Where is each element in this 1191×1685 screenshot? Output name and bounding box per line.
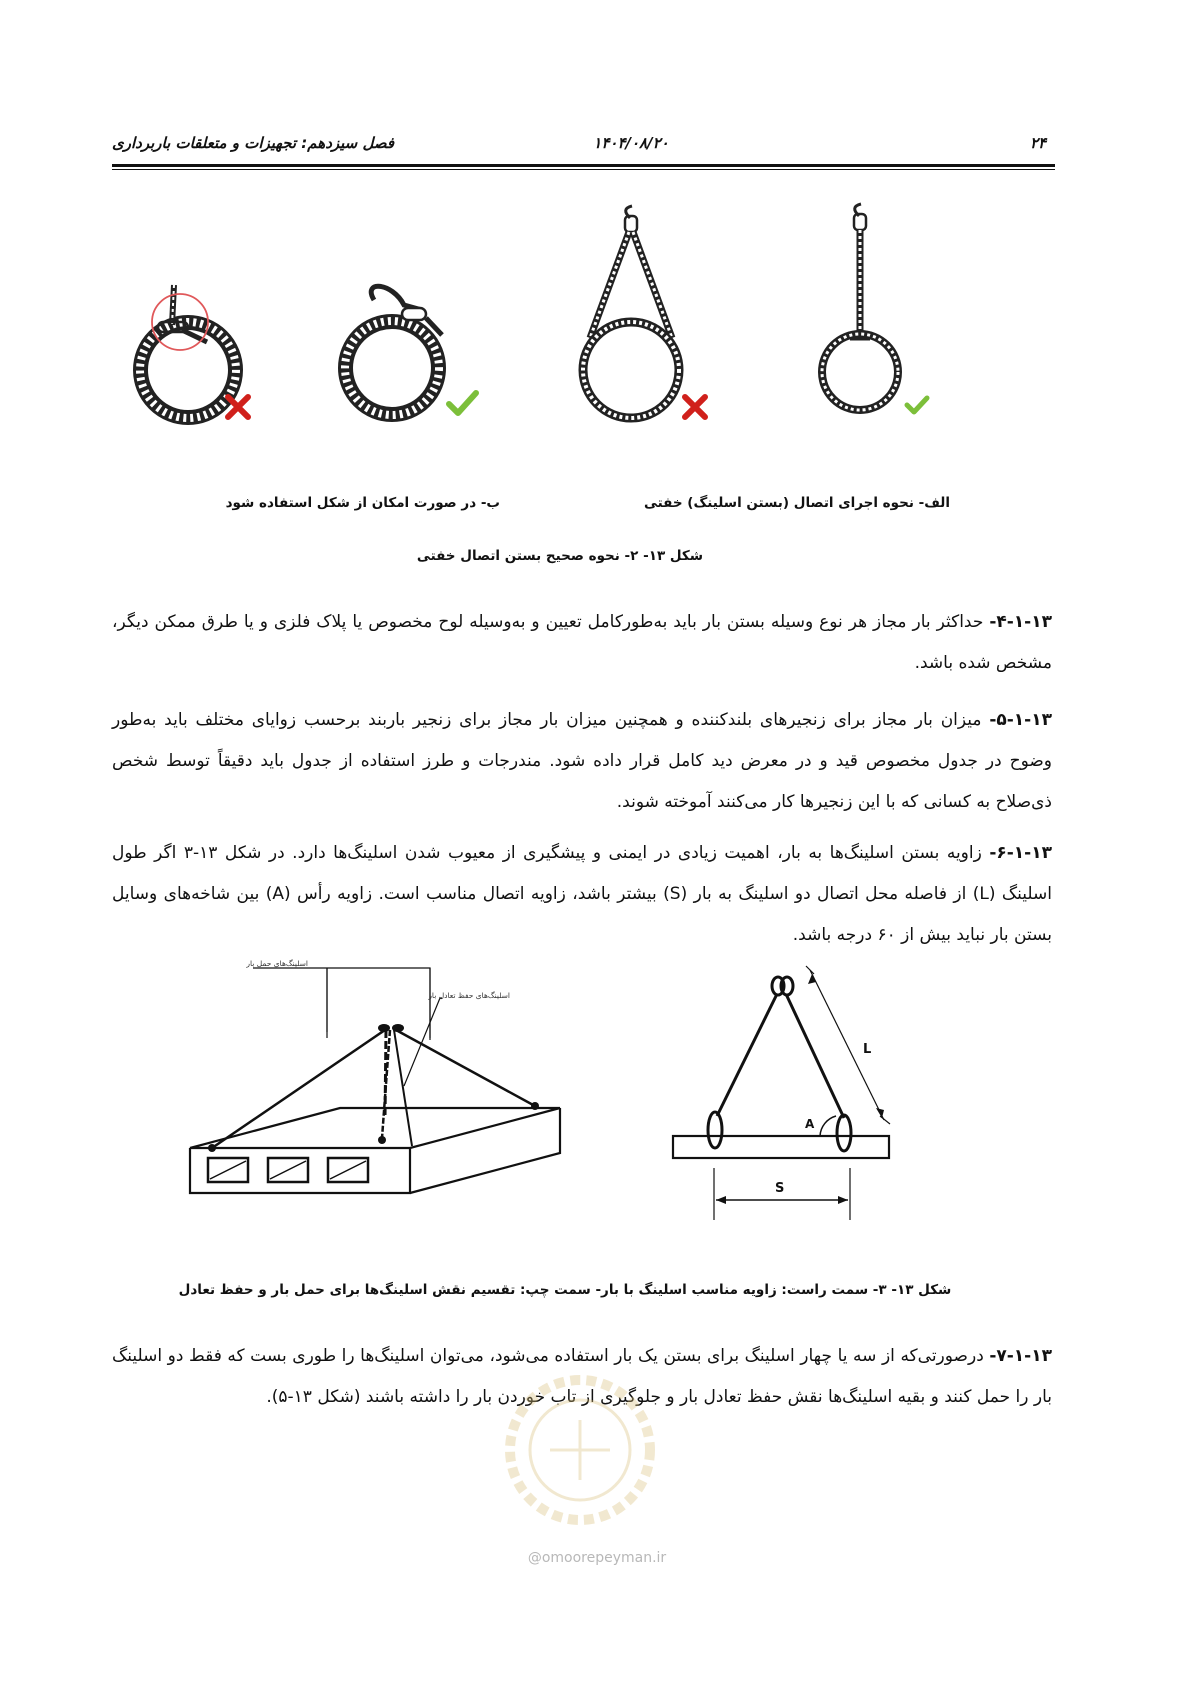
label-A: A bbox=[805, 1117, 815, 1131]
figure-2-subcaption-b: ب- در صورت امکان از شکل استفاده شود bbox=[225, 495, 500, 511]
figure-3-caption: شکل ۱۳- ۳- سمت راست: زاویه مناسب اسلینگ با بار- سمت چپ: تقسیم نقش اسلینگ‌ها برای حمل بار و حفظ تعادل bbox=[178, 1282, 952, 1298]
figure-2-caption: شکل ۱۳- ۲- نحوه صحیح بستن اتصال خفتی bbox=[416, 548, 704, 564]
paragraph-text: میزان بار مجاز برای زنجیرهای بلندکننده و همچنین میزان بار مجاز برای زنجیر باربند برحسب زوایای مختلف باید به‌طور وضوح در جدول مخصوص قید و در معرض دید کامل قرار داده شود. مندرجات و طرز استفاده از جدول باید دقیقاً توسط شخص ذی‌صلاح به کسانی که با این زنجیرها کار می‌کنند آموخته شوند. bbox=[112, 710, 1052, 812]
paragraph-text: زاویه بستن اسلینگ‌ها به بار، اهمیت زیادی در ایمنی و پیشگیری از معیوب شدن اسلینگ‌ها دارد. در شکل ۱۳-۳ اگر طول اسلینگ (L) از فاصله محل اتصال دو اسلینگ به بار (S) بیشتر باشد، زاویه اتصال مناسب است. زاویه رأس (A) بین شاخه‌های وسایل بستن بار نباید بیش از ۶۰ درجه باشد. bbox=[112, 843, 1052, 945]
check-mark-1 bbox=[449, 393, 476, 413]
label-L: L bbox=[863, 1042, 872, 1057]
ring-correct-choke bbox=[345, 286, 442, 415]
paragraph-number: ۵-۱-۱۳- bbox=[989, 710, 1052, 730]
page-number: ۲۴ bbox=[1030, 134, 1047, 152]
paragraph-number: ۴-۱-۱۳- bbox=[989, 612, 1052, 632]
cross-mark-2 bbox=[685, 397, 705, 417]
paragraph-13-1-4 bbox=[112, 602, 1052, 684]
paragraph-text: درصورتی‌که از سه یا چهار اسلینگ برای بستن یک بار استفاده می‌شود، می‌توان اسلینگ‌ها را طوری بست که فقط دو اسلینگ بار را حمل کنند و بقیه اسلینگ‌ها نقش حفظ تعادل بار و جلوگیری از تاب خوردن بار را داشته باشند (شکل ۱۳-۵). bbox=[112, 1346, 1052, 1407]
figure-13-3 bbox=[180, 959, 980, 1273]
label-S: S bbox=[775, 1181, 785, 1196]
label-load-slings: اسلینگ‌های حمل بار bbox=[246, 959, 308, 968]
header-rule bbox=[112, 164, 1055, 167]
watermark-text: @omoorepeyman.ir bbox=[527, 1550, 667, 1566]
paragraph-text: حداکثر بار مجاز هر نوع وسیله بستن بار باید به‌طورکامل تعیین و به‌وسیله لوح مخصوص یا پلاک فلزی و یا طرق ممکن دیگر، مشخص شده باشد. bbox=[112, 612, 1052, 673]
paragraph-number: ۷-۱-۱۳- bbox=[989, 1346, 1052, 1366]
ring-wrong-choke bbox=[140, 285, 236, 418]
label-balance-slings: اسلینگ‌های حفظ تعادل بار bbox=[428, 991, 510, 1000]
header-rule-thin bbox=[112, 169, 1055, 170]
paragraph-13-1-6 bbox=[112, 833, 1052, 956]
sling-correct-choke bbox=[822, 204, 898, 410]
cross-mark-1 bbox=[228, 397, 248, 417]
sling-wrong-basket bbox=[583, 206, 679, 418]
watermark-logo bbox=[480, 1360, 680, 1540]
paragraph-13-1-5 bbox=[112, 700, 1052, 823]
chapter-title: فصل سیزدهم: تجهیزات و متعلقات باربرداری bbox=[112, 134, 395, 152]
figure-13-2 bbox=[112, 210, 1052, 460]
paragraph-number: ۶-۱-۱۳- bbox=[989, 843, 1052, 863]
header-date: ۱۴۰۴/۰۸/۲۰ bbox=[593, 134, 669, 152]
check-mark-2 bbox=[907, 398, 927, 412]
four-sling-box bbox=[190, 968, 560, 1193]
figure-2-subcaption-a: الف- نحوه اجرای اتصال (بستن اسلینگ) خفتی bbox=[643, 495, 950, 511]
